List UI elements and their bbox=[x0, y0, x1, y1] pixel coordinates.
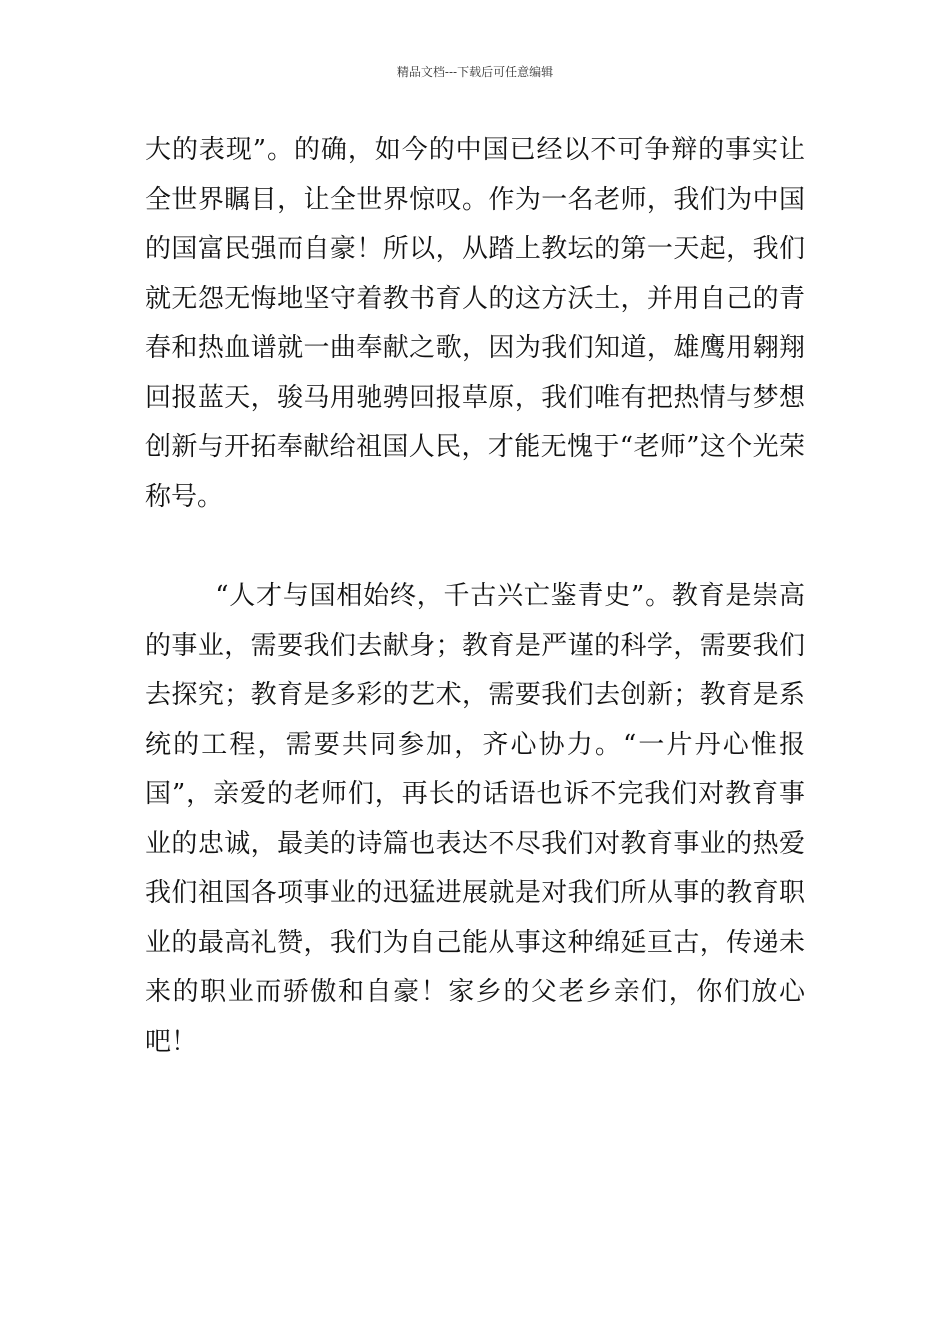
body-paragraph-2: “人才与国相始终，千古兴亡鉴青史”。教育是崇高的事业，需要我们去献身；教育是严谨的科学，需要我们去探究；教育是多彩的艺术，需要我们去创新；教育是系统的工程，需要共同参加，齐心协力。“一片丹心惟报国”，亲爱的老师们，再长的话语也诉不完我们对教育事业的忠诚，最美的诗篇也表达不尽我们对教育事业的热爱我们祖国各项事业的迅猛进展就是对我们所从事的教育职业的最高礼赞，我们为自己能从事这种绵延亘古，传递未来的职业而骄傲和自豪！家乡的父老乡亲们，你们放心吧！ bbox=[145, 581, 805, 1057]
page-header: 精品文档---下载后可任意编辑 bbox=[396, 65, 554, 79]
body-paragraph-1: 大的表现”。的确，如今的中国已经以不可争辩的事实让全世界瞩目，让全世界惊叹。作为一名老师，我们为中国的国富民强而自豪！所以，从踏上教坛的第一天起，我们就无怨无悔地坚守着教书育人的这方沃土，并用自己的青春和热血谱就一曲奉献之歌，因为我们知道，雄鹰用翱翔回报蓝天，骏马用驰骋回报草原，我们唯有把热情与梦想创新与开拓奉献给祖国人民，才能无愧于“老师”这个光荣称号。 bbox=[145, 135, 805, 512]
